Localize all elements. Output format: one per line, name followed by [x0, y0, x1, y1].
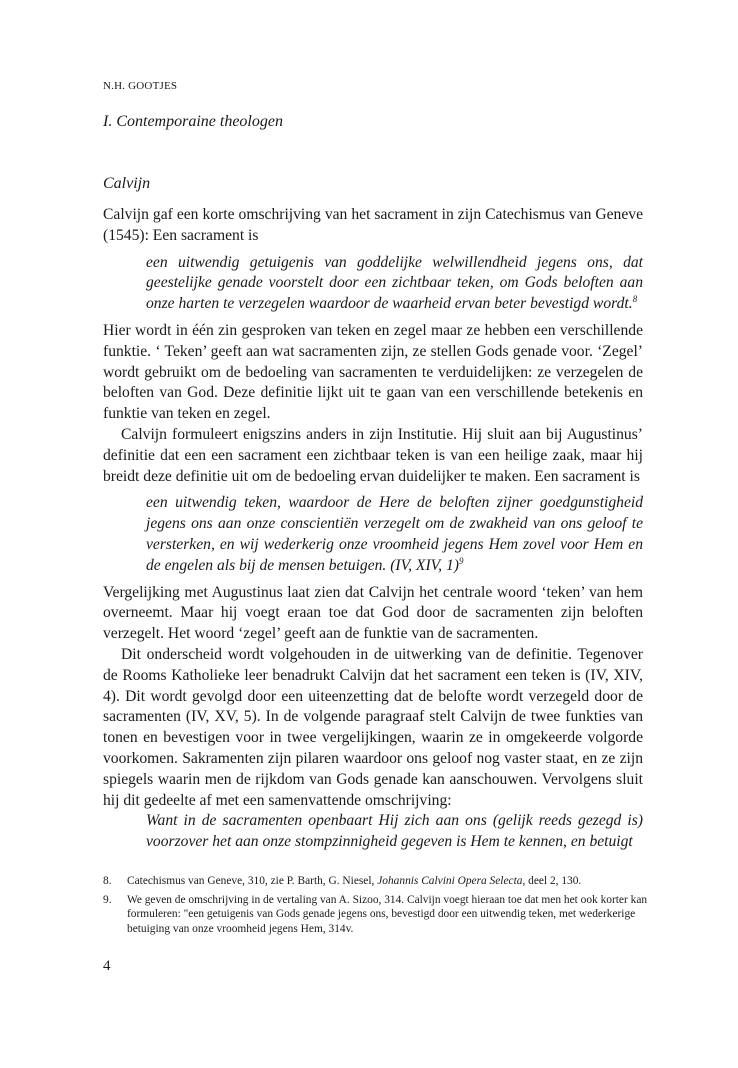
footnote-italic-title: Johannis Calvini Opera Selecta	[377, 875, 523, 887]
paragraph-4: Vergelijking met Augustinus laat zien dat Calvijn het centrale woord ‘teken’ van hem overneemt. Maar hij voegt eraan toe dat God door de sacramenten zijn beloften verzegelt. Het woord ‘zegel’ geeft aan de funktie van de sacramenten.	[103, 583, 643, 643]
subsection-title: Calvijn	[103, 175, 151, 192]
footnote-ref-9: 9	[458, 555, 464, 566]
footnote-9	[103, 893, 648, 937]
block-quote-1	[146, 253, 643, 315]
paragraph-3: Calvijn formuleert enigszins anders in zijn Institutie. Hij sluit aan bij Augustinus’ definitie dat een een sacrament een zichtbaar teken is van een heilige zaak, maar hij breidt deze definitie uit om de bedoeling ervan duidelijker te maken. Een sacrament is	[103, 425, 643, 485]
block-quote-2	[146, 493, 643, 576]
footnote-8	[103, 874, 648, 889]
footnote-number: 8.	[103, 875, 112, 887]
body-text	[103, 205, 643, 853]
footnote-number: 9.	[103, 893, 112, 906]
block-quote-3: Want in de sacramenten openbaart Hij zich aan ons (gelijk reeds gezegd is) voorzover het aan onze stompzinnigheid gegeven is Hem te kennen, en betuigt	[146, 812, 643, 851]
footnote-text-part: , deel 2, 130.	[522, 875, 582, 887]
footnote-text: We geven de omschrijving in de vertaling van A. Sizoo, 314. Calvijn voegt hieraan toe dat men het ook korter kan formuleren: "een getuigenis van Gods genade jegens ons, bevestigd door een uitwendig teken, met wederkerige betuiging van onze vroomheid jegens Hem, 314v.	[127, 893, 648, 935]
paragraph-5: Dit onderscheid wordt volgehouden in de uitwerking van de definitie. Tegenover de Rooms Katholieke leer benadrukt Calvijn dat het sacrament een teken is (IV, XIV, 4). Dit wordt gevolgd door een uiteenzetting dat de belofte wordt verzegeld door de sacramenten (IV, XV, 5). In de volgende paragraaf stelt Calvijn de twee funkties van tonen en bevestigen voor in twee vergelijkingen, waarin ze in omgekeerde volgorde voorkomen. Sakramenten zijn pilaren waardoor ons geloof nog vaster staat, en ze zijn spiegels waarin men de rijkdom van Gods genade kan aanschouwen. Vervolgens sluit hij dit gedeelte af met een samenvattende omschrijving:	[103, 645, 643, 809]
running-head: N.H. GOOTJES	[103, 80, 178, 92]
paragraph-2: Hier wordt in één zin gesproken van teken en zegel maar ze hebben een verschillende funktie. ‘ Teken’ geeft aan wat sacramenten zijn, ze stellen Gods genade voor. ‘Zegel’ wordt gebruikt om de bedoeling van sacramenten te verduidelijken: ze verzegelen de beloften van God. Deze definitie lijkt uit te gaan van een verschillende betekenis en funktie van teken en zegel.	[103, 321, 643, 423]
quote-1-text: een uitwendig getuigenis van goddelijke welwillendheid jegens ons, dat geestelijke genade voorstelt door een zichtbaar teken, om Gods beloften aan onze harten te verzegelen waardoor de waarheid ervan beter bevestigd wordt.	[146, 253, 643, 313]
footnotes	[103, 874, 648, 940]
section-title: I. Contemporaine theologen	[103, 113, 283, 130]
footnote-text-part: Catechismus van Geneve, 310, zie P. Barth, G. Niesel,	[127, 875, 378, 887]
quote-2-text: een uitwendig teken, waardoor de Here de beloften zijner goedgunstigheid jegens ons aan onze conscientiën verzegelt om de zwakheid van ons geloof te versterken, en wij wederkerig onze vroomheid jegens Hem zovel voor Hem en de engelen als bij de mensen betuigen. (IV, XIV, 1)	[146, 494, 643, 574]
page-number: 4	[103, 958, 111, 974]
paragraph-1: Calvijn gaf een korte omschrijving van het sacrament in zijn Catechismus van Geneve (1545): Een sacrament is	[103, 206, 643, 244]
footnote-ref-8: 8	[632, 294, 638, 304]
footnote-text	[127, 874, 648, 889]
